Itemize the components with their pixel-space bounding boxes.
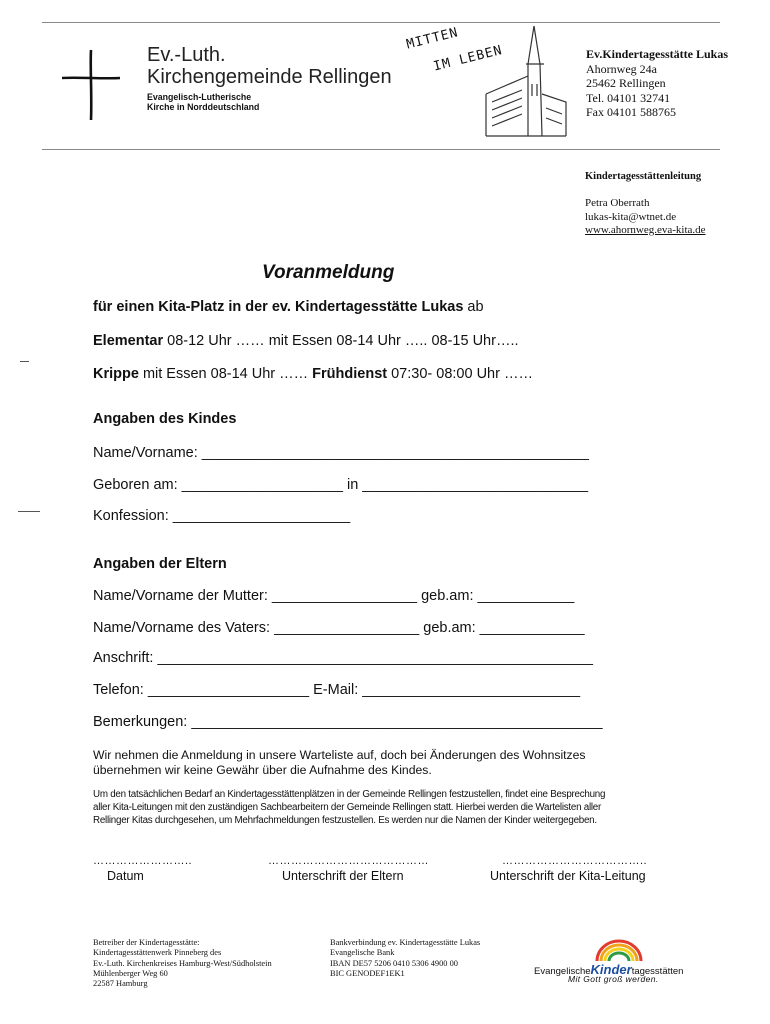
management-person: Petra Oberrath — [585, 197, 650, 209]
address-field[interactable]: Anschrift: ______________________________________________________ — [93, 650, 593, 666]
header-rule — [42, 149, 720, 150]
date-dots[interactable]: …………………….. — [93, 855, 193, 867]
child-heading: Angaben des Kindes — [93, 411, 237, 427]
father-field[interactable]: Name/Vorname des Vaters: __________________ geb.am: _____________ — [93, 620, 585, 636]
notice — [93, 748, 586, 777]
form-title: Voranmeldung — [262, 262, 395, 283]
info-line1: Um den tatsächlichen Bedarf an Kindertagesstättenplätzen in der Gemeinde Rellingen festzustellen, findet eine Besprechung — [93, 789, 606, 800]
operator-line: Ev.-Luth. Kirchenkreises Hamburg-West/Südholstein — [93, 958, 272, 968]
management-label: Kindertagesstättenleitung — [585, 171, 702, 182]
operator-line: 22587 Hamburg — [93, 979, 148, 989]
kita-phone: Tel. 04101 32741 — [586, 90, 671, 105]
kita-city: 25462 Rellingen — [586, 76, 666, 90]
notice-line2: übernehmen wir keine Gewähr über die Aufnahme des Kindes. — [93, 762, 432, 777]
elementar-label: Elementar — [93, 333, 164, 349]
parents-signature-label: Unterschrift der Eltern — [282, 869, 404, 883]
krippe-label: Krippe — [93, 366, 139, 382]
footer-operator — [93, 938, 272, 989]
operator-line: Mühlenberger Weg 60 — [93, 968, 168, 978]
operator-line: Kindertagesstättenwerk Pinneberg des — [93, 948, 222, 958]
intro-bold: für einen Kita-Platz in der ev. Kindertagesstätte Lukas — [93, 299, 464, 315]
church-name-line1: Ev.-Luth. — [147, 44, 226, 66]
logo-kinder: Kinder — [590, 962, 632, 977]
motto-mitten: MITTEN — [405, 25, 461, 53]
kita-street: Ahornweg 24a — [586, 61, 657, 76]
elementar-options[interactable]: 08-12 Uhr …… mit Essen 08-14 Uhr ….. 08-15 Uhr….. — [163, 333, 519, 349]
management-website-link[interactable]: www.ahornweg.eva-kita.de — [585, 224, 706, 236]
address-block — [586, 47, 728, 120]
child-confession-field[interactable]: Konfession: ______________________ — [93, 508, 351, 524]
church-subtitle-line1: Evangelisch-Lutherische — [147, 92, 252, 102]
parents-signature-dots[interactable]: …………………………………… — [268, 855, 429, 867]
kita-signature-label: Unterschrift der Kita-Leitung — [490, 869, 646, 883]
kita-name: Ev.Kindertagesstätte Lukas — [586, 47, 729, 61]
church-drawing-icon — [482, 24, 570, 142]
bank-line: IBAN DE57 5206 0410 5306 4900 00 — [330, 958, 458, 968]
notice-line1: Wir nehmen die Anmeldung in unsere Warteliste auf, doch bei Änderungen des Wohnsitzes — [93, 748, 586, 762]
info-line2: aller Kita-Leitungen mit den zuständigen Sachbearbeitern der Gemeinde Rellingen statt. Hierbei werden die Wartelisten aller — [93, 802, 602, 813]
church-subtitle-line2: Kirche in Norddeutschland — [147, 102, 260, 112]
rainbow-logo-icon — [594, 939, 644, 963]
info-line3: Rellinger Kitas durchgesehen, um Mehrfachmeldungen festzustellen. Es werden nur die Namen der Kinder weitergegeben. — [93, 815, 597, 826]
krippe-line[interactable] — [93, 366, 533, 382]
child-name-field[interactable]: Name/Vorname: ________________________________________________ — [93, 445, 589, 461]
motto-im-leben: IM LEBEN — [432, 42, 505, 75]
mother-field[interactable]: Name/Vorname der Mutter: __________________ geb.am: ____________ — [93, 588, 575, 604]
child-birth-field[interactable]: Geboren am: ____________________ in ____________________________ — [93, 477, 589, 493]
cross-icon — [60, 48, 122, 122]
intro-line — [93, 299, 484, 315]
bank-line: BIC GENODEF1EK1 — [330, 968, 405, 978]
info-text — [93, 788, 605, 827]
logo-left: Evangelische — [534, 966, 591, 977]
management-email[interactable]: lukas-kita@wtnet.de — [585, 211, 677, 223]
margin-mark-1 — [20, 361, 29, 362]
parents-heading: Angaben der Eltern — [93, 556, 227, 572]
margin-mark-2 — [18, 511, 40, 512]
fruehdienst-label: Frühdienst — [312, 366, 388, 382]
footer-bank — [330, 938, 480, 979]
kita-signature-dots[interactable]: ……………………………….. — [502, 855, 648, 867]
logo-right: tagesstätten — [631, 966, 684, 977]
top-rule — [42, 22, 720, 23]
bank-line: Bankverbindung ev. Kindertagesstätte Lukas — [330, 938, 481, 947]
church-name-line2: Kirchengemeinde Rellingen — [147, 66, 392, 88]
remarks-field[interactable]: Bemerkungen: ___________________________________________________ — [93, 714, 603, 730]
bank-line: Evangelische Bank — [330, 948, 395, 958]
kita-fax: Fax 04101 588765 — [586, 105, 676, 119]
operator-line: Betreiber der Kindertagesstätte: — [93, 938, 200, 947]
elementar-line[interactable] — [93, 333, 519, 349]
date-label: Datum — [107, 869, 144, 883]
intro-rest: ab — [463, 299, 484, 315]
fruehdienst-options[interactable]: 07:30- 08:00 Uhr …… — [387, 366, 533, 382]
phone-email-field[interactable]: Telefon: ____________________ E-Mail: ___________________________ — [93, 682, 581, 698]
logo-tagline: Mit Gott groß werden. — [568, 974, 659, 984]
krippe-options[interactable]: mit Essen 08-14 Uhr …… — [138, 366, 313, 382]
